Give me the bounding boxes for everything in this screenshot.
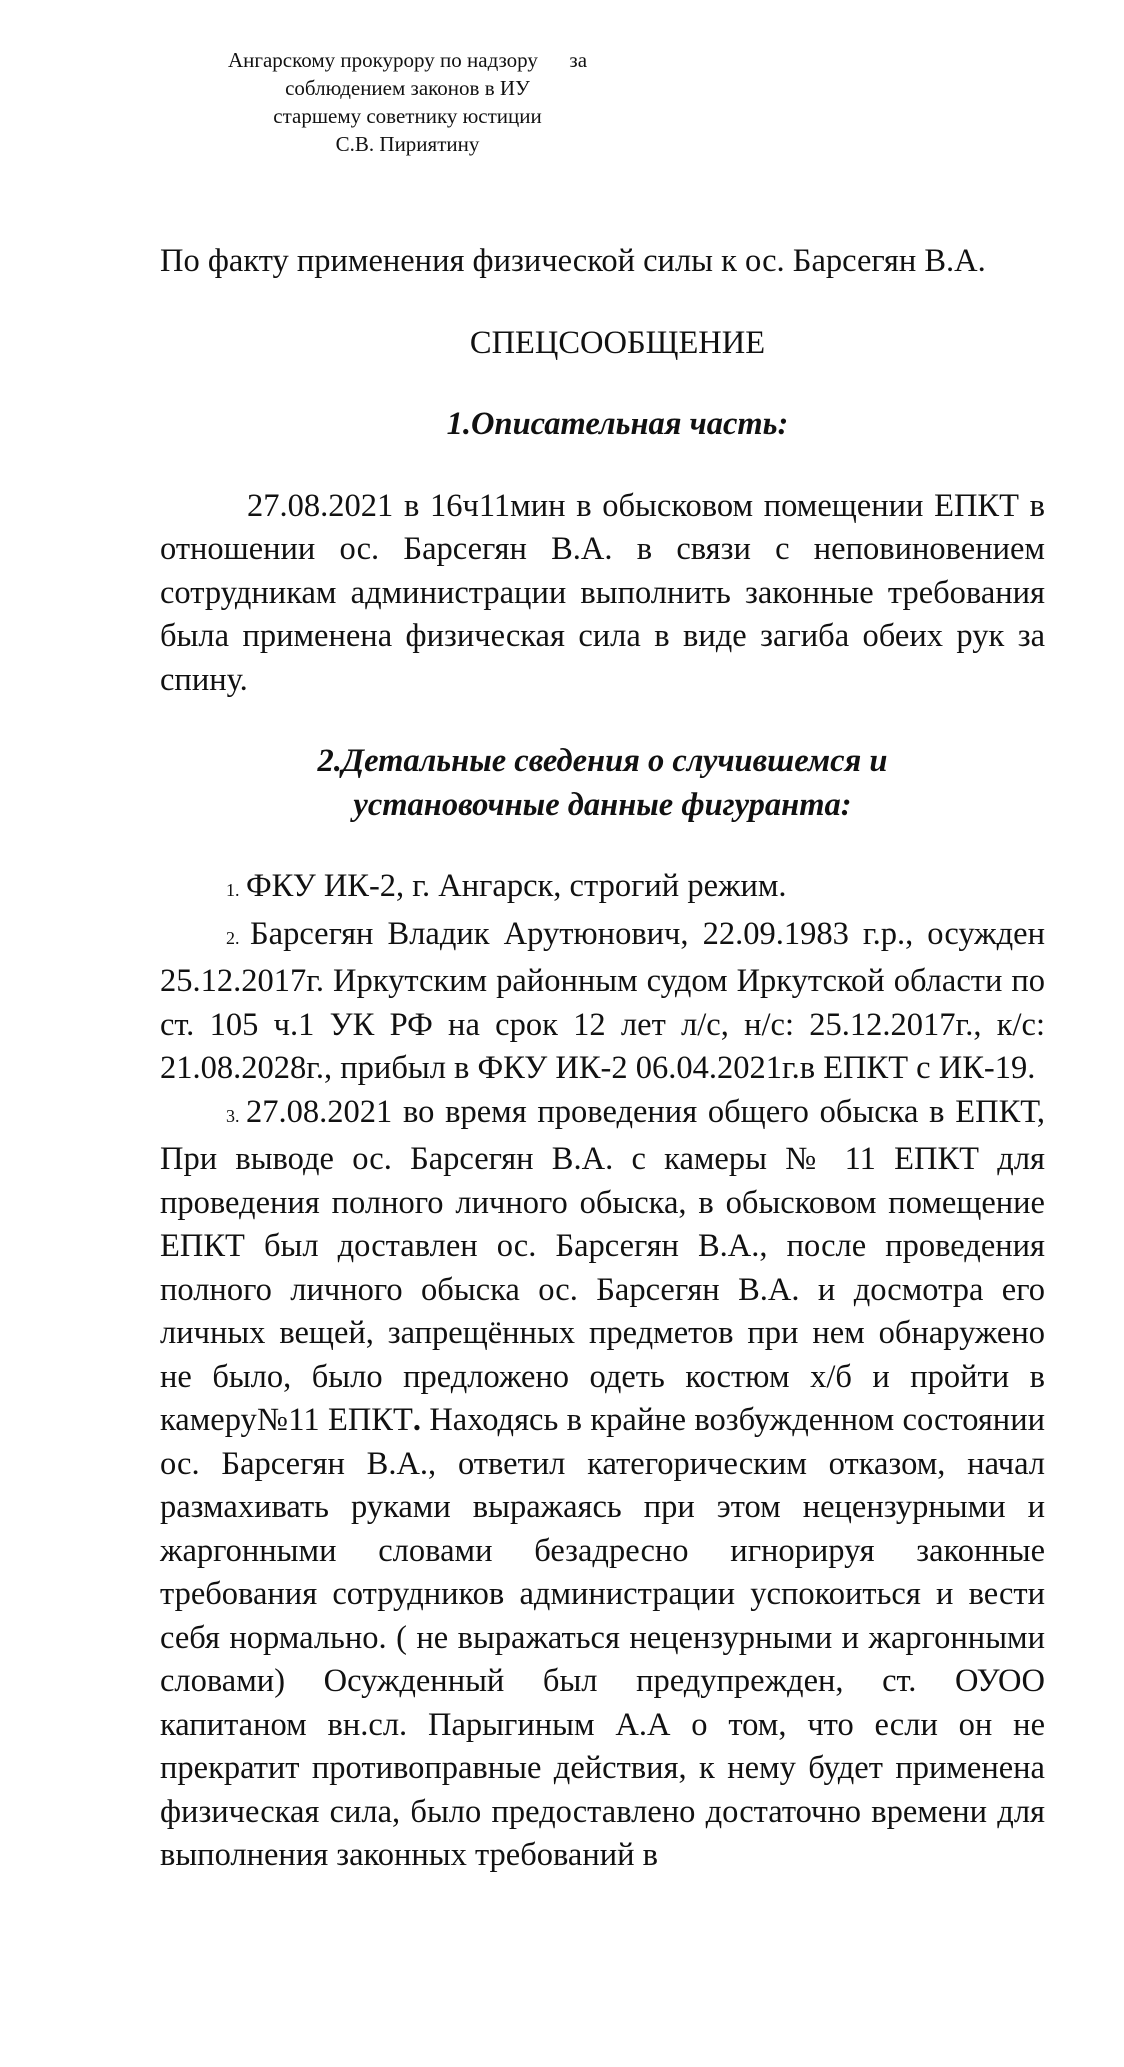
section-2-heading-line-1: 2.Детальные сведения о случившемся и	[317, 743, 888, 779]
section-1-paragraph: 27.08.2021 в 16ч11мин в обысковом помещении ЕПКТ в отношении ос. Барсегян В.А. в связи с неповиновением сотрудникам администрации выполнить законные требования была применена физическая сила в виде загиба обеих рук за спину.	[160, 487, 1045, 698]
section-2-heading	[160, 740, 1045, 827]
list-item-bold-period: .	[412, 1402, 421, 1438]
document-body	[160, 240, 1045, 1878]
list-item	[160, 913, 1045, 1091]
list-item	[160, 865, 1045, 913]
addressee-line: старшему советнику юстиции	[273, 104, 542, 128]
list-item-text: Барсегян Владик Арутюнович, 22.09.1983 г.р., осужден 25.12.2017г. Иркутским районным судом Иркутской области по ст. 105 ч.1 УК РФ на срок 12 лет л/с, н/с: 25.12.2017г., к/с: 21.08.2028г., прибыл в ФКУ ИК-2 06.04.2021г.в ЕПКТ с ИК-19.	[160, 915, 1045, 1086]
addressee-line: Ангарскому прокурору по надзору за	[227, 48, 588, 72]
addressee-line: соблюдением законов в ИУ	[285, 76, 530, 100]
list-item-number: 3.	[226, 1105, 240, 1126]
document-title: СПЕЦСООБЩЕНИЕ	[469, 324, 766, 361]
addressee-line: С.В. Пириятину	[335, 132, 480, 156]
section-2-heading-line-2: установочные данные фигуранта:	[353, 786, 852, 823]
list-item-number: 1.	[226, 880, 240, 900]
list-item-text-part-1: 27.08.2021 во время проведения общего обыска в ЕПКТ, При выводе ос. Барсегян В.А. с камеры № 11 ЕПКТ для проведения полного личного обыска, в обысковом помещение ЕПКТ был доставлен ос. Барсегян В.А., после проведения полного личного обыска ос. Барсегян В.А. и досмотра его личных вещей, запрещённых предметов при нем обнаружено не было, было предложено одеть костюм х/б и пройти в камеру№11 ЕПКТ	[160, 1093, 1045, 1438]
addressee-block	[195, 46, 620, 158]
section-1-heading: 1.Описательная часть:	[446, 406, 789, 442]
list-item-text: ФКУ ИК-2, г. Ангарск, строгий режим.	[246, 868, 787, 904]
subject-line: По факту применения физической силы к ос. Барсегян В.А.	[160, 243, 986, 279]
list-item	[160, 1091, 1045, 1878]
list-item-number: 2.	[226, 927, 240, 948]
list-item-text-part-2: Находясь в крайне возбужденном состоянии ос. Барсегян В.А., ответил категорическим отказом, начал размахивать руками выражаясь при этом нецензурными и жаргонными словами безадресно игнорируя законные требования сотрудников администрации успокоиться и вести себя нормально. ( не выражаться нецензурными и жаргонными словами) Осужденный был предупрежден, ст. ОУОО капитаном вн.сл. Парыгиным А.А о том, что если он не прекратит противоправные действия, к нему будет применена физическая сила, было предоставлено достаточно времени для выполнения законных требований в	[160, 1402, 1045, 1873]
details-list	[160, 865, 1045, 1878]
